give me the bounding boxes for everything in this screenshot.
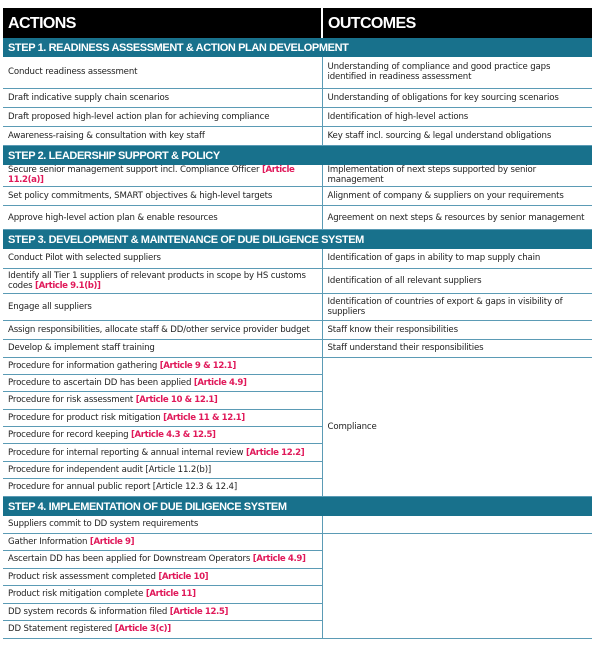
outcome-cell: Staff know their responsibilities bbox=[322, 320, 592, 339]
outcome-cell: Implementation of next steps supported by senior management bbox=[322, 165, 592, 187]
action-cell bbox=[3, 479, 322, 496]
action-cell bbox=[3, 568, 322, 586]
action-cell bbox=[3, 444, 322, 461]
article-reference: [Article 4.9] bbox=[252, 554, 306, 565]
action-text: Ascertain DD has been applied for Downstream Operators bbox=[8, 554, 253, 565]
article-reference: [Article 12.5] bbox=[169, 606, 229, 617]
article-reference: [Article 10 & 12.1] bbox=[135, 395, 218, 406]
article-reference: [Article 3(c)] bbox=[114, 624, 171, 635]
action-cell bbox=[3, 427, 322, 444]
table-row bbox=[3, 268, 592, 293]
table-row bbox=[3, 206, 592, 230]
table-row bbox=[3, 293, 592, 320]
outcome-cell bbox=[322, 516, 592, 534]
action-text: Draft indicative supply chain scenarios bbox=[8, 92, 169, 103]
outcome-cell: Key staff incl. sourcing & legal understand obligations bbox=[322, 126, 592, 145]
outcome-cell: Alignment of company & suppliers on your requirements bbox=[322, 187, 592, 206]
action-text: Procedure for internal reporting & annual internal review bbox=[8, 447, 247, 458]
outcomes-column-header: OUTCOMES bbox=[322, 8, 592, 38]
action-cell bbox=[3, 206, 322, 230]
article-reference: [Article 11] bbox=[145, 589, 196, 600]
action-text: Procedure for product risk mitigation bbox=[8, 412, 164, 423]
action-cell bbox=[3, 357, 322, 374]
action-text: Assign responsibilities, allocate staff & DD/other service provider budget bbox=[8, 324, 310, 335]
action-cell bbox=[3, 533, 322, 551]
action-text: Conduct readiness assessment bbox=[8, 67, 138, 78]
action-cell bbox=[3, 409, 322, 426]
action-text: Procedure for independent audit [Article 11.2(b)] bbox=[8, 465, 212, 476]
table-row bbox=[3, 249, 592, 268]
outcome-cell: Identification of countries of export & gaps in visibility of suppliers bbox=[322, 293, 592, 320]
action-cell bbox=[3, 293, 322, 320]
action-cell bbox=[3, 88, 322, 107]
article-reference: [Article 9 & 12.1] bbox=[159, 360, 236, 371]
action-text: Gather Information bbox=[8, 536, 90, 547]
table-row bbox=[3, 357, 592, 374]
article-reference: [Article 11 & 12.1] bbox=[163, 412, 245, 423]
outcome-cell: Staff understand their responsibilities bbox=[322, 339, 592, 357]
compliance-outcome-cell: Compliance bbox=[322, 357, 592, 496]
action-text: Engage all suppliers bbox=[8, 301, 92, 312]
step-title: STEP 4. IMPLEMENTATION OF DUE DILIGENCE SYSTEM bbox=[3, 496, 592, 516]
action-text: Set policy commitments, SMART objectives & high-level targets bbox=[8, 191, 273, 201]
action-cell bbox=[3, 551, 322, 569]
action-cell bbox=[3, 392, 322, 409]
action-text: Procedure for risk assessment bbox=[8, 395, 136, 406]
step-3-header bbox=[3, 230, 592, 250]
action-cell bbox=[3, 268, 322, 293]
action-cell bbox=[3, 187, 322, 206]
action-cell bbox=[3, 320, 322, 339]
action-text: Suppliers commit to DD system requirements bbox=[8, 519, 199, 530]
step-title: STEP 3. DEVELOPMENT & MAINTENANCE OF DUE DILIGENCE SYSTEM bbox=[3, 230, 592, 250]
action-text: Approve high-level action plan & enable resources bbox=[8, 212, 218, 223]
outcome-cell: Understanding of obligations for key sourcing scenarios bbox=[322, 88, 592, 107]
action-text: Procedure to ascertain DD has been applied bbox=[8, 378, 194, 389]
outcome-cell: Understanding of compliance and good practice gaps identified in readiness assessment bbox=[322, 57, 592, 88]
outcome-cell: Identification of gaps in ability to map supply chain bbox=[322, 249, 592, 268]
action-text: Product risk assessment completed bbox=[8, 571, 159, 582]
article-reference: [Article 11.2(a)] bbox=[8, 165, 295, 186]
table-row bbox=[3, 107, 592, 126]
table-row bbox=[3, 533, 592, 551]
outcome-cell: Identification of high-level actions bbox=[322, 107, 592, 126]
article-reference: [Article 10] bbox=[158, 571, 209, 582]
action-text: DD Statement registered bbox=[8, 624, 115, 635]
table-row bbox=[3, 165, 592, 187]
outcome-cell: Identification of all relevant suppliers bbox=[322, 268, 592, 293]
action-text: Draft proposed high-level action plan for achieving compliance bbox=[8, 111, 270, 122]
outcome-cell: Agreement on next steps & resources by senior management bbox=[322, 206, 592, 230]
step-title: STEP 2. LEADERSHIP SUPPORT & POLICY bbox=[3, 145, 592, 165]
action-text: Secure senior management support incl. Compliance Officer bbox=[8, 165, 262, 176]
action-text: Conduct Pilot with selected suppliers bbox=[8, 253, 161, 264]
action-cell bbox=[3, 586, 322, 604]
action-cell bbox=[3, 249, 322, 268]
action-text: Identify all Tier 1 suppliers of relevant products in scope by HS customs codes bbox=[8, 270, 306, 291]
article-reference: [Article 9.1(b)] bbox=[35, 280, 101, 291]
action-cell bbox=[3, 621, 322, 639]
table-row bbox=[3, 187, 592, 206]
action-cell bbox=[3, 374, 322, 391]
action-text: DD system records & information filed bbox=[8, 606, 170, 617]
action-cell bbox=[3, 107, 322, 126]
article-reference: [Article 4.3 & 12.5] bbox=[131, 430, 216, 441]
action-text: Procedure for annual public report [Article 12.3 & 12.4] bbox=[8, 482, 238, 493]
action-cell bbox=[3, 516, 322, 534]
actions-outcomes-table bbox=[3, 8, 592, 639]
table-row bbox=[3, 339, 592, 357]
step-title: STEP 1. READINESS ASSESSMENT & ACTION PLAN DEVELOPMENT bbox=[3, 38, 592, 57]
action-text: Procedure for record keeping bbox=[8, 430, 132, 441]
step-2-header bbox=[3, 145, 592, 165]
action-cell bbox=[3, 57, 322, 88]
action-text: Procedure for information gathering bbox=[8, 360, 160, 371]
table-header bbox=[3, 8, 592, 38]
table-row bbox=[3, 126, 592, 145]
article-reference: [Article 4.9] bbox=[193, 378, 247, 389]
action-text: Awareness-raising & consultation with key staff bbox=[8, 130, 205, 141]
action-text: Develop & implement staff training bbox=[8, 343, 155, 353]
table-row bbox=[3, 88, 592, 107]
action-cell bbox=[3, 461, 322, 478]
outcome-cell bbox=[322, 533, 592, 638]
actions-column-header: ACTIONS bbox=[3, 8, 322, 38]
table-row bbox=[3, 516, 592, 534]
action-cell bbox=[3, 603, 322, 621]
table-row bbox=[3, 57, 592, 88]
action-text: Product risk mitigation complete bbox=[8, 589, 146, 600]
step-1-header bbox=[3, 38, 592, 57]
article-reference: [Article 9] bbox=[89, 536, 135, 547]
action-cell bbox=[3, 165, 322, 187]
action-cell bbox=[3, 126, 322, 145]
article-reference: [Article 12.2] bbox=[246, 447, 305, 458]
step-4-header bbox=[3, 496, 592, 516]
table-row bbox=[3, 320, 592, 339]
action-cell bbox=[3, 339, 322, 357]
